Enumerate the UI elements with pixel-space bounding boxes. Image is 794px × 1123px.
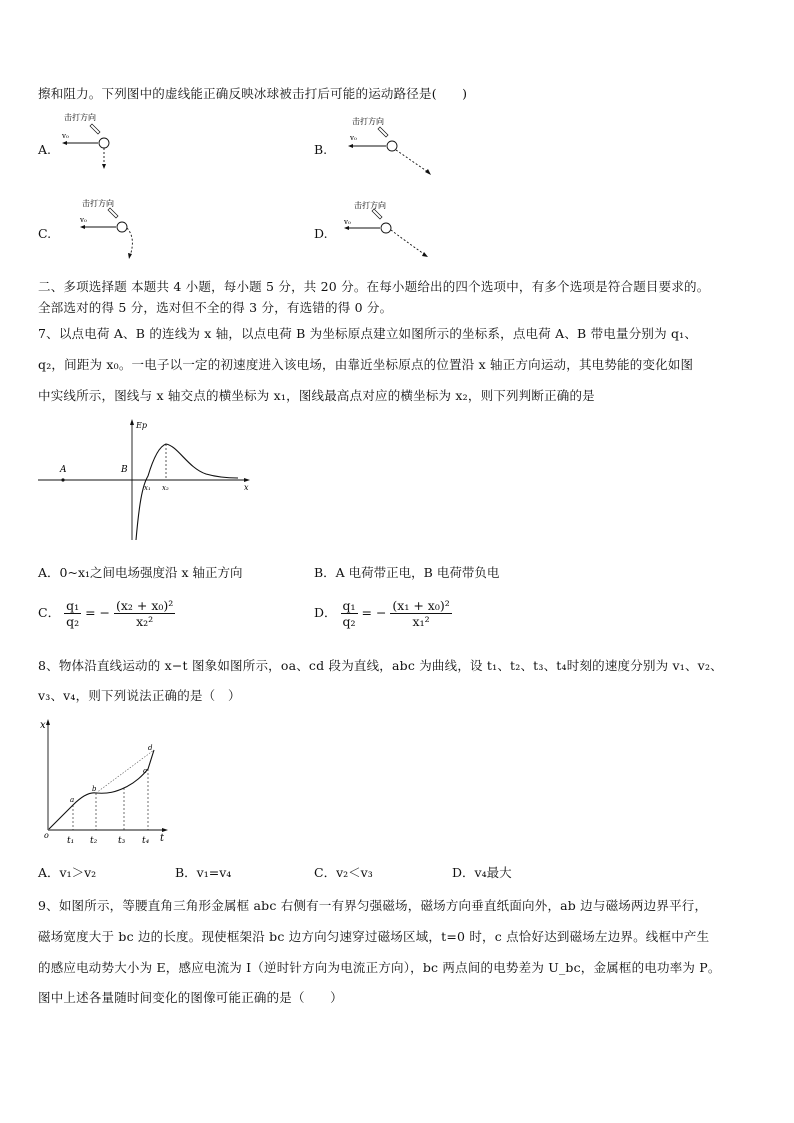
- q7-option-d-lhs: [341, 598, 358, 629]
- t4-label: t₄: [142, 836, 150, 846]
- q6-option-a-figure: [58, 108, 128, 170]
- x2-label: x₂: [162, 484, 169, 492]
- section2-line1: 二、多项选择题 本题共 4 小题，每小题 5 分，共 20 分。在每小题给出的四个选项中，有多个选项是符合题目要求的。: [38, 279, 710, 294]
- q6-option-c-label[interactable]: C.: [38, 226, 52, 241]
- q7-ep-graph: [36, 416, 256, 546]
- q6-option-b-label[interactable]: B.: [314, 142, 328, 157]
- q8-option-b[interactable]: B．v₁=v₄: [175, 865, 232, 880]
- section2-line2: 全部选对的得 5 分，选对但不全的得 3 分，有选错的得 0 分。: [38, 300, 393, 315]
- q9-line2: 磁场宽度大于 bc 边的长度。现使框架沿 bc 边方向匀速穿过磁场区域，t=0 时，c 点恰好达到磁场左边界。线框中产生: [38, 929, 710, 944]
- q6-option-b-figure: [340, 112, 440, 182]
- point-d-label: d: [148, 744, 153, 752]
- t1-label: t₁: [67, 836, 75, 846]
- rhs-numerator: (x₁ + x₀)²: [392, 598, 450, 613]
- q7-line1: 7、以点电荷 A、B 的连线为 x 轴，以点电荷 B 为坐标原点建立如图所示的坐标系，点电荷 A、B 带电量分别为 q₁、: [38, 326, 698, 341]
- rhs-denominator: x₂²: [136, 614, 154, 629]
- q7-option-a[interactable]: A．0~x₁之间电场强度沿 x 轴正方向: [38, 565, 243, 580]
- q7-option-b[interactable]: B．A 电荷带正电，B 电荷带负电: [314, 565, 500, 580]
- q7-line2: q₂，间距为 x₀。一电子以一定的初速度进入该电场，由靠近坐标原点的位置沿 x 轴正方向运动，其电势能的变化如图: [38, 357, 694, 372]
- point-a-label: a: [70, 796, 75, 804]
- q7-option-c-lhs: [64, 598, 81, 629]
- point-c-label: c: [143, 767, 147, 775]
- v0-label: v₀: [344, 218, 351, 226]
- q6-option-d-label[interactable]: D.: [314, 226, 328, 241]
- q7-option-c[interactable]: [38, 598, 175, 629]
- rhs-numerator: (x₂ + x₀)²: [115, 598, 174, 613]
- strike-label: 击打方向: [64, 113, 96, 122]
- x1-label: x₁: [144, 484, 151, 492]
- q6-stem-tail: 擦和阻力。下列图中的虚线能正确反映冰球被击打后可能的运动路径是( ): [38, 86, 468, 101]
- rhs-denominator: x₁²: [412, 614, 430, 629]
- lhs-numerator: q₁: [66, 598, 80, 613]
- q7-option-c-rhs: [114, 598, 175, 629]
- q7-line3: 中实线所示，图线与 x 轴交点的横坐标为 x₁，图线最高点对应的横坐标为 x₂，则下列判断正确的是: [38, 388, 595, 403]
- q7-option-c-label: C．: [38, 605, 61, 620]
- q6-option-a-label[interactable]: A.: [38, 142, 52, 157]
- q8-line2: v₃、v₄，则下列说法正确的是（ ）: [38, 688, 241, 703]
- lhs-denominator: q₂: [342, 614, 356, 629]
- q8-line1: 8、物体沿直线运动的 x−t 图象如图所示，oa、cd 段为直线，abc 为曲线，设 t₁、t₂、t₃、t₄时刻的速度分别为 v₁、v₂、: [38, 658, 723, 673]
- strike-label: 击打方向: [82, 199, 114, 208]
- v0-label: v₀: [80, 216, 87, 224]
- ylabel-ep: Ep: [136, 421, 147, 430]
- q8-option-a[interactable]: A．v₁＞v₂: [38, 865, 97, 880]
- q8-option-d[interactable]: D．v₄最大: [452, 865, 512, 880]
- ylabel-x: x: [40, 720, 46, 731]
- t2-label: t₂: [90, 836, 98, 846]
- xlabel-x: x: [244, 483, 249, 492]
- q7-option-d-label: D．: [314, 605, 337, 620]
- v0-label: v₀: [62, 132, 69, 140]
- origin-label: o: [44, 831, 49, 840]
- t3-label: t₃: [118, 836, 126, 846]
- q8-xt-graph: [36, 714, 176, 850]
- strike-label: 击打方向: [354, 201, 386, 210]
- point-a-label: A: [60, 465, 67, 475]
- q6-option-c-figure: [74, 194, 154, 262]
- q7-option-d-rhs: [390, 598, 451, 629]
- q7-option-c-eq: = −: [85, 605, 110, 620]
- xlabel-t: t: [160, 833, 165, 844]
- lhs-denominator: q₂: [66, 614, 80, 629]
- point-b-label: b: [92, 785, 97, 793]
- q6-option-d-figure: [340, 196, 440, 264]
- v0-label: v₀: [350, 134, 357, 142]
- q7-option-d[interactable]: [314, 598, 452, 629]
- q9-line3: 的感应电动势大小为 E，感应电流为 I（逆时针方向为电流正方向），bc 两点间的电势差为 U_bc，金属框的电功率为 P。: [38, 960, 721, 975]
- q9-line4: 图中上述各量随时间变化的图像可能正确的是（ ）: [38, 990, 343, 1005]
- q9-line1: 9、如图所示，等腰直角三角形金属框 abc 右侧有一有界匀强磁场，磁场方向垂直纸面向外，ab 边与磁场两边界平行，: [38, 898, 708, 913]
- point-b-label: B: [121, 465, 128, 475]
- lhs-numerator: q₁: [342, 598, 356, 613]
- q8-option-c[interactable]: C．v₂＜v₃: [314, 865, 373, 880]
- strike-label: 击打方向: [352, 117, 384, 126]
- q7-option-d-eq: = −: [361, 605, 387, 620]
